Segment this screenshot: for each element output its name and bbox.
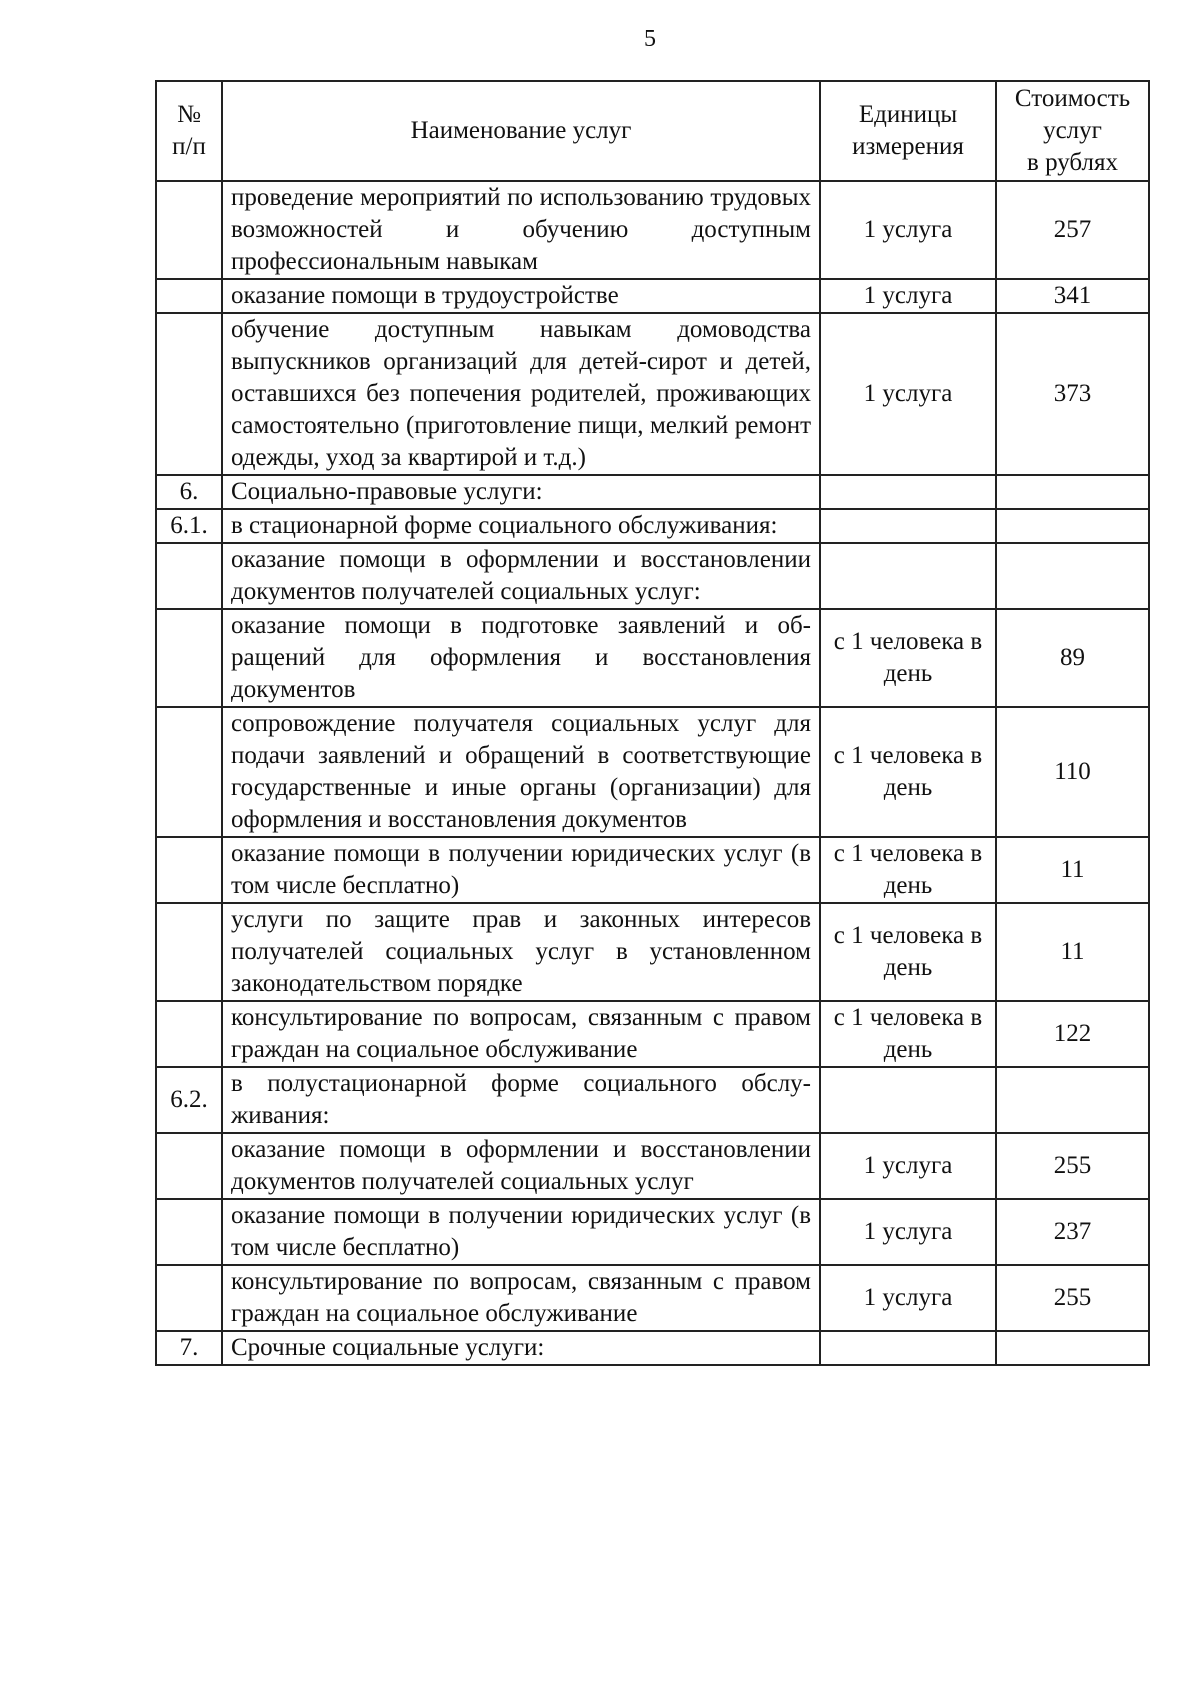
service-name: обучение доступным навыкам домоводства выпускников организаций для детей-сирот и детей, оставшихся без попечения родителей, проживающих самостоятельно (приготовление пищи, мелкий ремонт одежды, уход за квартирой и т.д.) [222,313,820,475]
table-row [156,543,1149,609]
service-cost: 255 [996,1265,1149,1331]
row-number: 6. [156,475,222,509]
table-row [156,1133,1149,1199]
service-unit [820,1067,996,1133]
table-row [156,837,1149,903]
header-unit-line: Единицы [858,101,958,128]
service-cost: 237 [996,1199,1149,1265]
service-cost: 341 [996,279,1149,313]
row-number [156,609,222,707]
service-cost [996,1331,1149,1365]
service-unit: с 1 человека в день [820,707,996,837]
service-unit: 1 услуга [820,1199,996,1265]
table-header-row [156,81,1149,181]
section-title: Социально-правовые услуги: [222,475,820,509]
header-unit [820,81,996,181]
table-row [156,181,1149,279]
row-number [156,279,222,313]
service-name: услуги по защите прав и законных интересов получателей социальных услуг в установленном законодательством порядке [222,903,820,1001]
row-number [156,1199,222,1265]
table-row [156,313,1149,475]
header-name: Наименование услуг [222,81,820,181]
table-row [156,509,1149,543]
table-row [156,1199,1149,1265]
service-unit: с 1 человека в день [820,1001,996,1067]
header-cost-line: Стоимость [1014,85,1131,112]
row-number: 7. [156,1331,222,1365]
row-number [156,313,222,475]
service-unit: 1 услуга [820,1265,996,1331]
header-cost-line: в рублях [1027,149,1118,176]
header-cost-line: услуг [1043,117,1102,144]
row-number [156,903,222,1001]
service-cost: 122 [996,1001,1149,1067]
header-number [156,81,222,181]
section-title: Срочные социальные услуги: [222,1331,820,1365]
service-cost: 110 [996,707,1149,837]
row-number [156,1265,222,1331]
service-cost [996,475,1149,509]
service-cost: 255 [996,1133,1149,1199]
table-row [156,1001,1149,1067]
row-number [156,181,222,279]
service-unit [820,509,996,543]
service-unit: 1 услуга [820,279,996,313]
service-cost: 89 [996,609,1149,707]
service-unit [820,543,996,609]
table-body [156,181,1149,1365]
service-cost [996,543,1149,609]
service-cost [996,509,1149,543]
service-unit: с 1 человека в день [820,837,996,903]
table-row [156,609,1149,707]
row-number: 6.2. [156,1067,222,1133]
service-unit: с 1 человека в день [820,609,996,707]
table-row [156,1265,1149,1331]
service-name: консультирование по вопросам, связанным с правом граждан на социальное обслуживание [222,1265,820,1331]
service-name: оказание помощи в получении юридических услуг (в том числе бесплатно) [222,1199,820,1265]
service-unit [820,475,996,509]
services-table [155,80,1150,1366]
row-number [156,707,222,837]
service-name: оказание помощи в оформлении и восстановлении документов получателей социальных услуг [222,1133,820,1199]
service-group-title: оказание помощи в оформлении и восстановлении документов получателей социальных услуг: [222,543,820,609]
service-unit [820,1331,996,1365]
row-number [156,1001,222,1067]
service-unit: 1 услуга [820,313,996,475]
table-row [156,1067,1149,1133]
page-number: 5 [644,26,656,52]
subsection-title: в полустационарной форме социального обслуживания: [222,1067,820,1133]
table-row [156,903,1149,1001]
service-cost: 257 [996,181,1149,279]
table-row [156,1331,1149,1365]
header-unit-line: измерения [852,133,964,160]
row-number [156,1133,222,1199]
service-unit: с 1 человека в день [820,903,996,1001]
row-number [156,543,222,609]
service-name: оказание помощи в получении юридических услуг (в том числе бесплатно) [222,837,820,903]
row-number [156,837,222,903]
service-cost [996,1067,1149,1133]
row-number: 6.1. [156,509,222,543]
table-row [156,707,1149,837]
service-name: проведение мероприятий по использованию трудовых возможностей и обучению доступным профессиональным навыкам [222,181,820,279]
header-number-line: п/п [172,133,206,160]
service-name: оказание помощи в трудоустройстве [222,279,820,313]
service-cost: 11 [996,903,1149,1001]
service-cost: 11 [996,837,1149,903]
service-unit: 1 услуга [820,1133,996,1199]
service-cost: 373 [996,313,1149,475]
table-row [156,279,1149,313]
service-unit: 1 услуга [820,181,996,279]
table-row [156,475,1149,509]
header-number-line: № [177,101,201,128]
subsection-title: в стационарной форме социального обслуживания: [222,509,820,543]
service-name: сопровождение получателя социальных услуг для подачи заявлений и обращений в соответствующие государственные и иные органы (организации) для оформления и восстановления документов [222,707,820,837]
header-cost [996,81,1149,181]
service-name: консультирование по вопросам, связанным с правом граждан на социальное обслуживание [222,1001,820,1067]
service-name: оказание помощи в подготовке заявлений и обращений для оформления и восстановления документов [222,609,820,707]
